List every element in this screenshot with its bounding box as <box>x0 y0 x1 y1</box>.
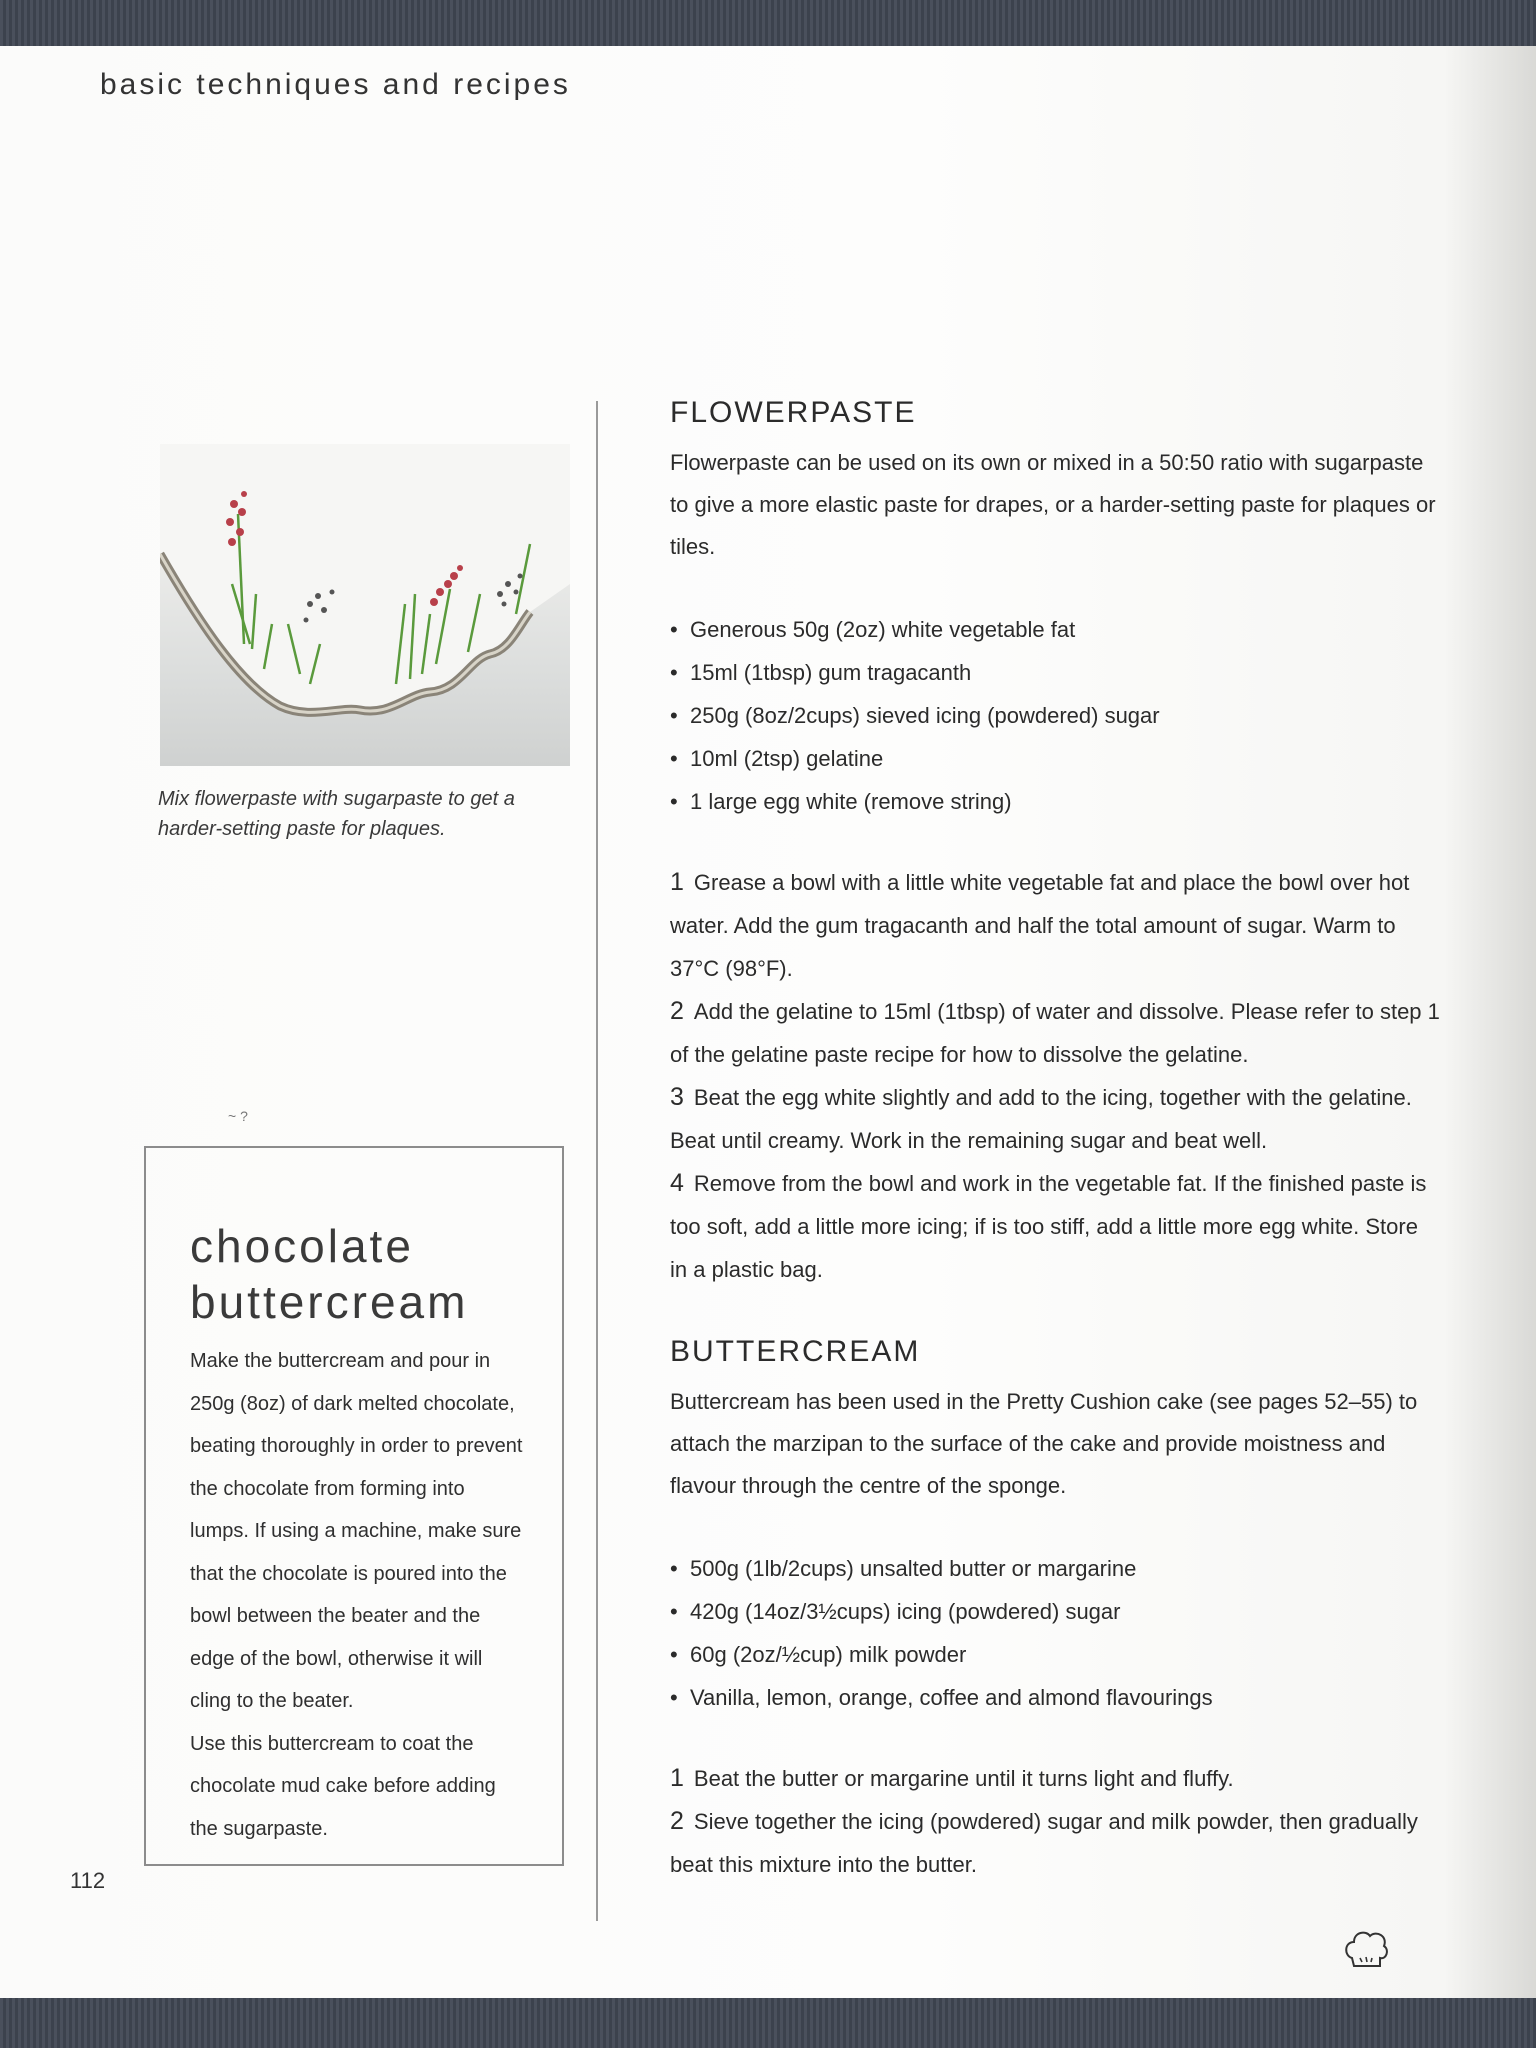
step-number: 1 <box>670 868 684 896</box>
page-number: 112 <box>70 1868 106 1893</box>
ingredient-item: • 500g (1lb/2cups) unsalted butter or margarine <box>670 1547 1440 1590</box>
flowerpaste-steps <box>670 861 1440 1291</box>
step-number: 4 <box>670 1169 684 1197</box>
photo-caption: Mix flowerpaste with sugarpaste to get a harder-setting paste for plaques. <box>158 788 515 840</box>
ingredient-item: • 15ml (1tbsp) gum tragacanth <box>670 651 1440 694</box>
ingredient-item: • 250g (8oz/2cups) sieved icing (powdered) sugar <box>670 694 1440 737</box>
recipe-column <box>670 396 1440 1886</box>
running-head: basic techniques and recipes <box>100 68 571 101</box>
step-number: 2 <box>670 1807 684 1835</box>
method-step <box>670 1076 1440 1162</box>
section-gap <box>670 1291 1440 1335</box>
method-step <box>670 1162 1440 1291</box>
step-text: Grease a bowl with a little white vegetable fat and place the bowl over hot water. Add the gum tragacanth and half the total amount of sugar. Warm to 37°C (98°F). <box>670 870 1410 981</box>
sidebar-paragraph: Use this buttercream to coat the chocolate mud cake before adding the sugarpaste. <box>190 1732 496 1840</box>
method-step <box>670 1800 1440 1886</box>
step-number: 2 <box>670 997 684 1025</box>
scan-border-top <box>0 0 1536 46</box>
step-text: Remove from the bowl and work in the vegetable fat. If the finished paste is too soft, add a little more icing; if is too stiff, add a little more egg white. Store in a plastic bag. <box>670 1171 1427 1282</box>
chocolate-buttercream-sidebar <box>144 1146 564 1866</box>
step-text: Beat the butter or margarine until it turns light and fluffy. <box>693 1766 1234 1791</box>
book-page <box>0 46 1536 1998</box>
sidebar-title-line2: buttercream <box>190 1276 469 1328</box>
flowerpaste-ingredients <box>670 608 1440 823</box>
method-step <box>670 1757 1440 1800</box>
method-step <box>670 990 1440 1076</box>
buttercream-ingredients <box>670 1547 1440 1719</box>
method-step <box>670 861 1440 990</box>
plaque-photo <box>160 444 570 766</box>
scan-border-bottom <box>0 1998 1536 2048</box>
sidebar-paragraph: Make the buttercream and pour in 250g (8oz) of dark melted chocolate, beating thoroughly in order to prevent the chocolate from forming into lumps. If using a machine, make sure that the chocolate is poured into the bowl between the beater and the edge of the bowl, otherwise it will cling to the beater. <box>190 1350 523 1712</box>
step-number: 1 <box>670 1764 684 1792</box>
sidebar-title-line1: chocolate <box>190 1220 414 1272</box>
ingredient-item: • Vanilla, lemon, orange, coffee and almond flavourings <box>670 1676 1440 1719</box>
ingredient-item: • Generous 50g (2oz) white vegetable fat <box>670 608 1440 651</box>
buttercream-heading: BUTTERCREAM <box>670 1335 921 1368</box>
step-number: 3 <box>670 1083 684 1111</box>
step-text: Beat the egg white slightly and add to the icing, together with the gelatine. Beat until creamy. Work in the remaining sugar and beat well. <box>670 1085 1412 1153</box>
plaque-illustration <box>160 444 570 766</box>
ingredient-item: • 420g (14oz/3½cups) icing (powdered) sugar <box>670 1590 1440 1633</box>
sidebar-title <box>190 1218 526 1330</box>
flowerpaste-heading: FLOWERPASTE <box>670 396 917 429</box>
ingredient-item: • 60g (2oz/½cup) milk powder <box>670 1633 1440 1676</box>
flowerpaste-intro: Flowerpaste can be used on its own or mixed in a 50:50 ratio with sugarpaste to give a more elastic paste for drapes, or a harder-setting paste for plaques or tiles. <box>670 450 1436 559</box>
stray-mark: ~ ? <box>228 1108 248 1124</box>
buttercream-steps <box>670 1757 1440 1886</box>
ingredient-item: • 1 large egg white (remove string) <box>670 780 1440 823</box>
step-text: Sieve together the icing (powdered) sugar and milk powder, then gradually beat this mixture into the butter. <box>670 1809 1418 1877</box>
chef-hat-icon <box>1340 1922 1392 1974</box>
buttercream-intro: Buttercream has been used in the Pretty Cushion cake (see pages 52–55) to attach the marzipan to the surface of the cake and provide moistness and flavour through the centre of the sponge. <box>670 1389 1418 1498</box>
ingredient-item: • 10ml (2tsp) gelatine <box>670 737 1440 780</box>
column-divider <box>596 401 598 1921</box>
step-text: Add the gelatine to 15ml (1tbsp) of water and dissolve. Please refer to step 1 of the gelatine paste recipe for how to dissolve the gelatine. <box>670 999 1440 1067</box>
